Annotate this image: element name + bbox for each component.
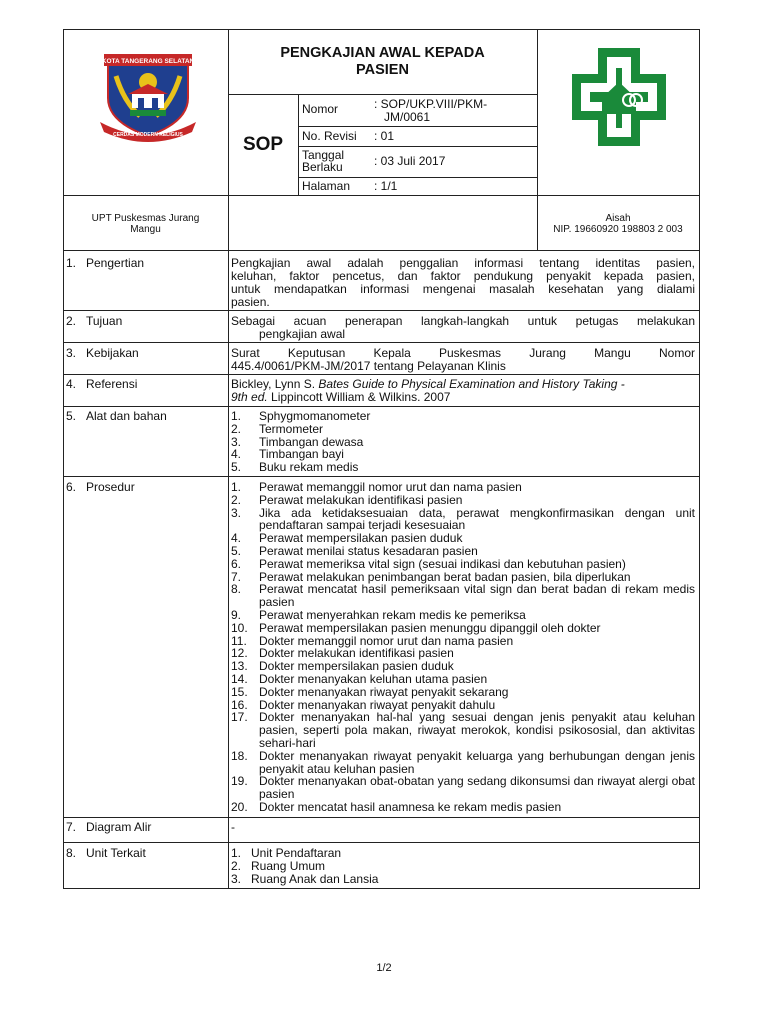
procedure-step: 1. Perawat memanggil nomor urut dan nama pasien — [231, 480, 522, 494]
procedure-step: 4. Perawat mempersilakan pasien duduk — [231, 531, 463, 546]
procedure-step: 10. Perawat mempersilakan pasien menunggu dipanggil oleh dokter — [231, 620, 601, 635]
page-number: 1/2 — [376, 962, 392, 974]
procedure-step: 16. Dokter menanyakan riwayat penyakit dahulu — [231, 697, 496, 712]
city-emblem-logo — [94, 52, 202, 144]
section-number-diagram: 7. — [66, 820, 77, 834]
unit-terkait-list — [231, 847, 695, 885]
document-title-line1: PENGKAJIAN AWAL KEPADA — [280, 45, 485, 61]
procedure-step: 15. Dokter menanyakan riwayat penyakit sekarang — [231, 684, 509, 699]
section-number-unit-terkait: 8. — [66, 846, 77, 860]
referensi-book-title: Bates Guide to Physical Examination and History Taking - — [318, 377, 625, 391]
list-item: 2. Termometer — [231, 421, 324, 436]
logo-banner-text: KOTA TANGERANG SELATAN — [101, 58, 195, 65]
logo-motto-text: CERDAS MODERN RELIGIUS — [113, 132, 183, 138]
list-item: 1. Sphygmomanometer — [231, 409, 371, 423]
list-item: 5. Buku rekam medis — [231, 460, 359, 475]
procedure-step: 12. Dokter melakukan identifikasi pasien — [231, 646, 454, 661]
list-item: 1. Unit Pendaftaran — [231, 846, 342, 860]
section-label-kebijakan: Kebijakan — [86, 346, 139, 360]
procedure-step: 2. Perawat melakukan identifikasi pasien — [231, 492, 463, 507]
list-item: 4. Timbangan bayi — [231, 447, 344, 462]
field-label-tanggal-line1: Tanggal — [302, 148, 345, 162]
signer-name: Aisah — [605, 213, 631, 224]
signer-nip: NIP. 19660920 198803 2 003 — [553, 224, 683, 235]
section-label-pengertian: Pengertian — [86, 256, 145, 270]
unit-name-line1: UPT Puskesmas Jurang — [91, 213, 200, 224]
tujuan-line-1: Sebagai acuan penerapan langkah-langkah untuk petugas melakukan — [231, 314, 695, 328]
procedure-step: 7. Perawat melakukan penimbangan berat badan pasien, bila diperlukan — [231, 569, 631, 584]
procedure-step: 5. Perawat menilai status kesadaran pasien — [231, 543, 478, 558]
field-label-revisi: No. Revisi — [302, 129, 357, 143]
field-label-tanggal-line2: Berlaku — [302, 160, 343, 174]
pengertian-line-3: untuk mendapatkan informasi mengenai masalah kesehatan yang dialami — [231, 282, 695, 296]
pengertian-line-1: Pengkajian awal adalah penggalian informasi tentang identitas pasien, — [231, 256, 695, 270]
procedure-step: 3. Jika ada ketidaksesuaian data, perawat mengkonfirmasikan dengan unit pendaftaran sampai terjadi kesesuaian — [231, 505, 695, 533]
procedure-step: 20. Dokter mencatat hasil anamnesa ke rekam medis pasien — [231, 799, 562, 814]
puskesmas-logo — [562, 48, 676, 146]
section-number-referensi: 4. — [66, 377, 77, 391]
section-number-kebijakan: 3. — [66, 346, 77, 360]
procedure-step: 8. Perawat mencatat hasil pemeriksaan vital sign dan berat badan di rekam medis pasien — [231, 582, 695, 610]
tujuan-line-2: pengkajian awal — [259, 327, 346, 341]
field-value-halaman: : 1/1 — [374, 179, 398, 193]
section-number-alat: 5. — [66, 409, 77, 423]
field-label-nomor: Nomor — [302, 102, 339, 116]
unit-name-line2: Mangu — [130, 224, 161, 235]
diagram-value: - — [231, 820, 235, 834]
section-label-diagram: Diagram Alir — [86, 820, 152, 834]
field-value-revisi: : 01 — [374, 129, 395, 143]
section-number-prosedur: 6. — [66, 480, 77, 494]
list-item: 3. Ruang Anak dan Lansia — [231, 871, 379, 886]
procedure-step: 19. Dokter menanyakan obat-obatan yang sedang dikonsumsi dan riwayat alergi obat pasien — [231, 774, 695, 802]
referensi-edition: 9th ed. — [231, 390, 268, 404]
field-value-tanggal: : 03 Juli 2017 — [374, 154, 446, 168]
referensi-author: Bickley, Lynn S. — [231, 377, 319, 391]
sop-label: SOP — [242, 134, 284, 155]
prosedur-list — [231, 481, 695, 814]
section-label-unit-terkait: Unit Terkait — [86, 846, 146, 860]
procedure-step: 13. Dokter mempersilakan pasien duduk — [231, 659, 454, 674]
procedure-step: 11. Dokter memanggil nomor urut dan nama pasien — [231, 633, 514, 648]
section-number-pengertian: 1. — [66, 256, 77, 270]
procedure-step: 6. Perawat memeriksa vital sign (sesuai indikasi dan kebutuhan pasien) — [231, 556, 626, 571]
field-value-nomor-line2: JM/0061 — [384, 110, 431, 124]
kebijakan-line-2: 445.4/0061/PKM-JM/2017 tentang Pelayanan Klinis — [231, 359, 506, 373]
pengertian-line-4: pasien. — [231, 295, 270, 309]
referensi-line-2 — [231, 391, 450, 404]
procedure-step: 17. Dokter menanyakan hal-hal yang sesuai dengan jenis penyakit atau keluhan pasien, seperti pola makan, riwayat merokok, kondisi psikososial, dan aktivitas sehari-hari — [231, 710, 695, 750]
procedure-step: 18. Dokter menanyakan riwayat penyakit keluarga yang berhubungan dengan jenis penyakit atau keluhan pasien — [231, 748, 695, 776]
list-item: 2. Ruang Umum — [231, 858, 326, 873]
alat-list — [231, 410, 695, 474]
document-title-line2: PASIEN — [356, 62, 409, 78]
procedure-step: 14. Dokter menanyakan keluhan utama pasien — [231, 671, 488, 686]
pengertian-line-2: keluhan, faktor pencetus, dan faktor pendukung penyakit kepada pasien, — [231, 269, 695, 283]
referensi-publisher: Lippincott William & Wilkins. 2007 — [267, 390, 451, 404]
section-label-tujuan: Tujuan — [86, 314, 123, 328]
list-item: 3. Timbangan dewasa — [231, 434, 364, 449]
field-label-halaman: Halaman — [302, 179, 351, 193]
field-value-nomor-line1: : SOP/UKP.VIII/PKM- — [374, 97, 488, 111]
section-number-tujuan: 2. — [66, 314, 77, 328]
kebijakan-line-1: Surat Keputusan Kepala Puskesmas Jurang Mangu Nomor — [231, 346, 695, 360]
section-label-referensi: Referensi — [86, 377, 138, 391]
section-label-prosedur: Prosedur — [86, 480, 135, 494]
section-label-alat: Alat dan bahan — [86, 409, 167, 423]
procedure-step: 9. Perawat menyerahkan rekam medis ke pemeriksa — [231, 607, 526, 622]
